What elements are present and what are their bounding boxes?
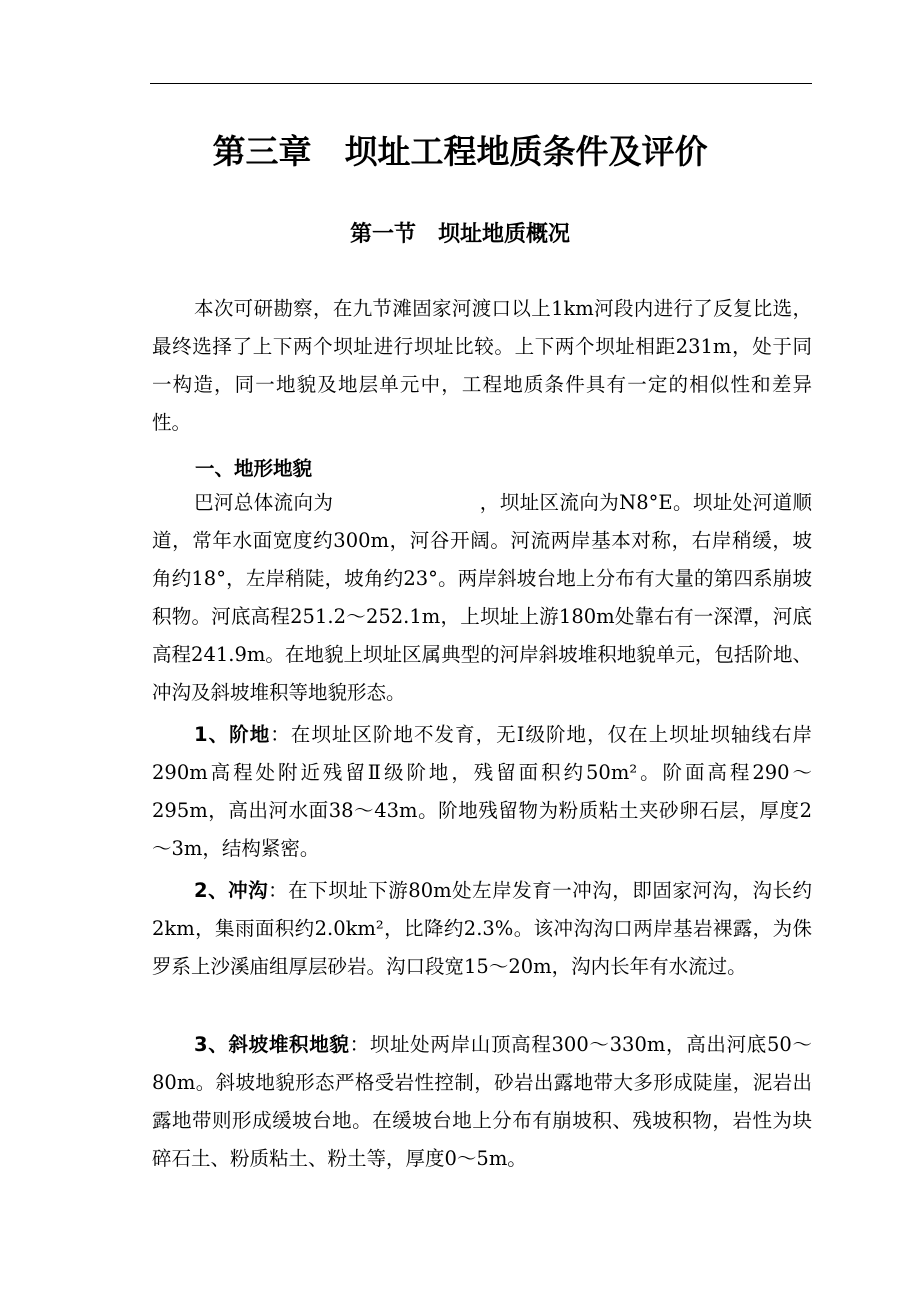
terrace-lead: 1、阶地 — [194, 723, 271, 746]
intro-paragraph: 本次可研勘察，在九节滩固家河渡口以上1km河段内进行了反复比选，最终选择了上下两个坝址进行坝址比较。上下两个坝址相距231m，处于同一构造，同一地貌及地层单元中，工程地质条件具有一定的相似性和差异性。 — [152, 297, 812, 434]
terrace-text: ：在坝址区阶地不发育，无Ⅰ级阶地，仅在上坝址坝轴线右岸290m高程处附近残留Ⅱ级阶地，残留面积约50m²。阶面高程290～295m，高出河水面38～43m。阶地残留物为粉质粘土夹砂卵石层，厚度2～3m，结构紧密。 — [152, 723, 812, 860]
slope-text: ：坝址处两岸山顶高程300～330m，高出河底50～80m。斜坡地貌形态严格受岩性控制，砂岩出露地带大多形成陡崖，泥岩出露地带则形成缓坡台地。在缓坡台地上分布有崩坡积、残坡积物，岩性为块碎石土、粉质粘土、粉土等，厚度0～5m。 — [152, 1033, 812, 1170]
gully-paragraph — [152, 872, 812, 986]
chapter-title: 第三章 坝址工程地质条件及评价 — [212, 132, 708, 171]
slope-paragraph — [152, 1026, 812, 1178]
heading-terrain: 一、地形地貌 — [195, 457, 313, 480]
gully-text: ：在下坝址下游80m处左岸发育一冲沟，即固家河沟，沟长约2km，集雨面积约2.0km²，比降约2.3%。该冲沟沟口两岸基岩裸露，为侏罗系上沙溪庙组厚层砂岩。沟口段宽15～20m，沟内长年有水流过。 — [152, 879, 812, 978]
terrain-text-b: ，坝址区流向为N8°E。坝址处河道顺道，常年水面宽度约300m，河谷开阔。河流两岸基本对称，右岸稍缓，坡角约18°，左岸稍陡，坡角约23°。两岸斜坡台地上分布有大量的第四系崩坡积物。河底高程251.2～252.1m，上坝址上游180m处靠右有一深潭，河底高程241.9m。在地貌上坝址区属典型的河岸斜坡堆积地貌单元，包括阶地、冲沟及斜坡堆积等地貌形态。 — [152, 491, 812, 704]
header-rule — [150, 83, 812, 84]
terrain-paragraph — [152, 484, 812, 712]
terrain-text-a: 巴河总体流向为 — [194, 491, 334, 514]
section-title: 第一节 坝址地质概况 — [349, 222, 570, 247]
terrace-paragraph — [152, 716, 812, 868]
gully-lead: 2、冲沟 — [194, 879, 269, 902]
slope-lead: 3、斜坡堆积地貌 — [194, 1033, 350, 1056]
